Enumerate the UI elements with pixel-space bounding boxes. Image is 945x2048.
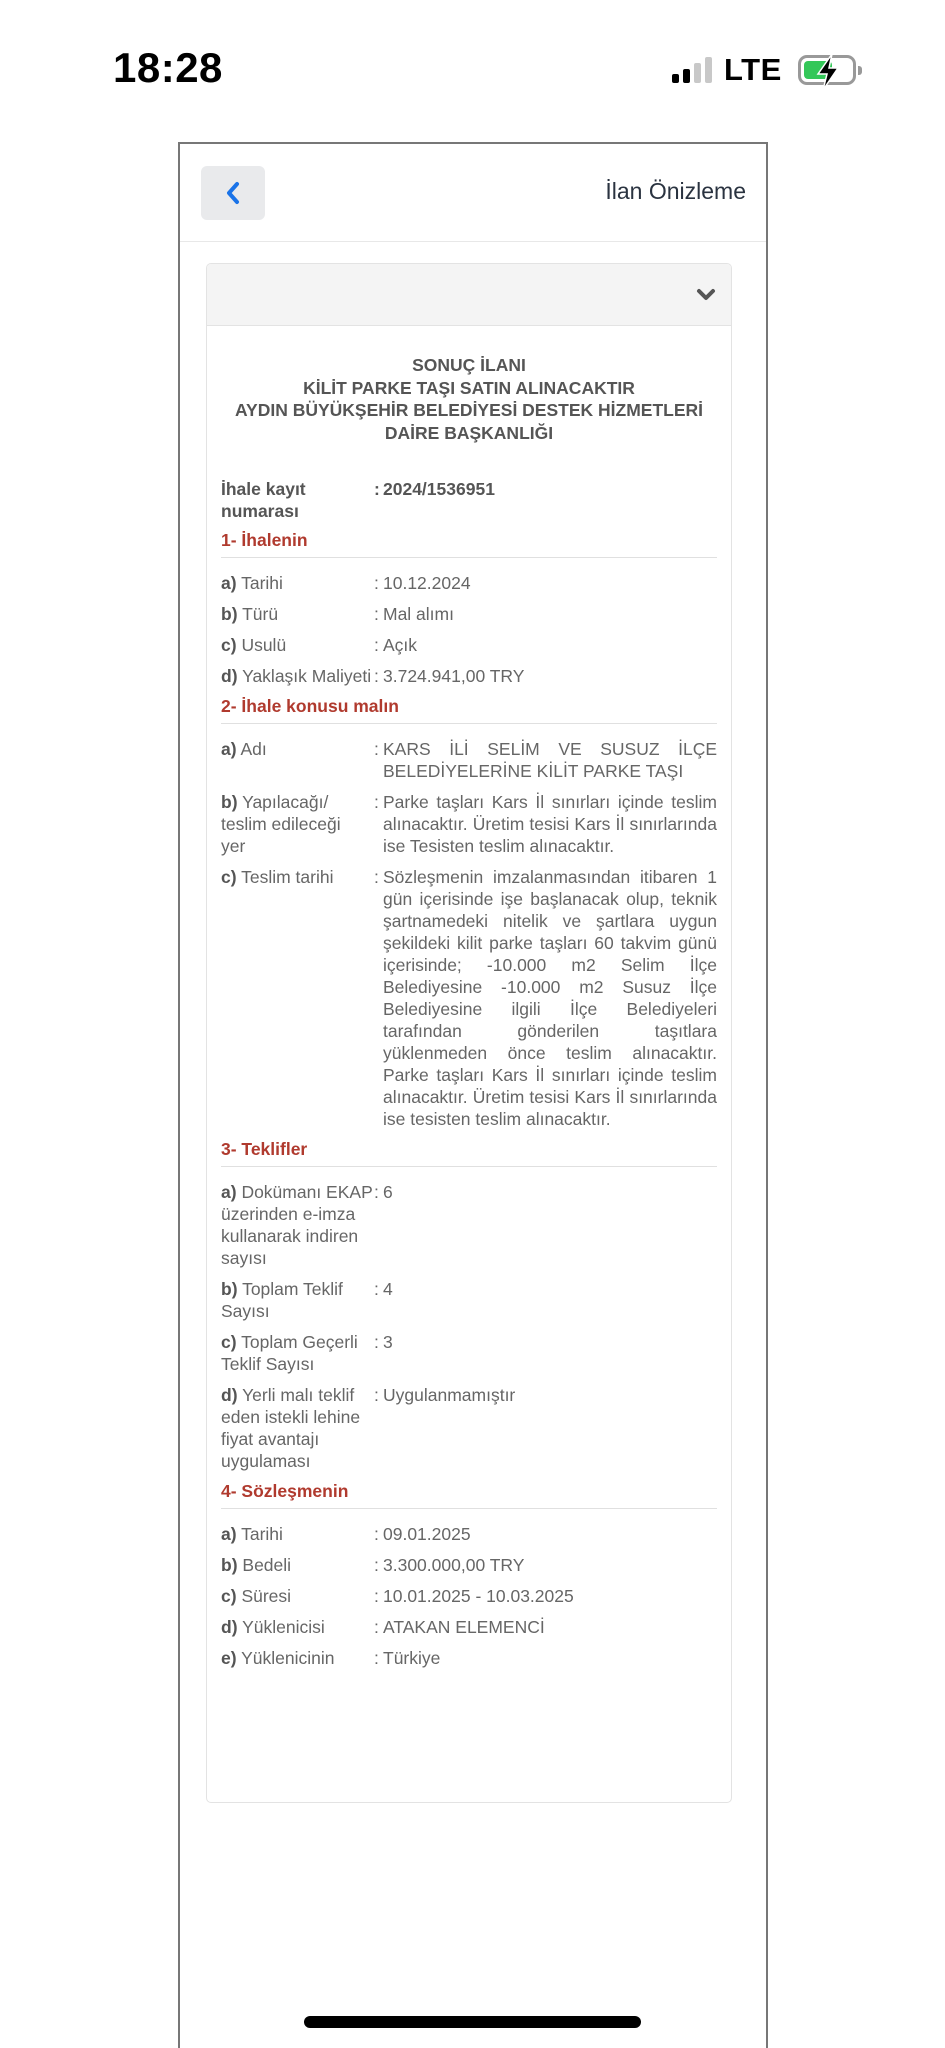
registry-value: 2024/1536951 (383, 479, 495, 499)
section-heading: 3- Teklifler (221, 1139, 717, 1167)
field-value: KARS İLİ SELİM VE SUSUZ İLÇE BELEDİYELERİNE KİLİT PARKE TAŞI (383, 739, 717, 781)
field-row: d) Yaklaşık Maliyeti : 3.724.941,00 TRY (221, 665, 717, 687)
field-row: c) Usulü : Açık (221, 634, 717, 656)
panel-header[interactable] (207, 264, 731, 326)
field-row: d) Yerli malı teklif eden istekli lehine fiyat avantajı uygulaması : Uygulanmamıştır (221, 1384, 717, 1472)
field-row: a) Tarihi : 10.12.2024 (221, 572, 717, 594)
field-value: ATAKAN ELEMENCİ (383, 1617, 545, 1637)
page-title: İlan Önizleme (605, 178, 746, 204)
signal-icon (672, 57, 712, 83)
field-row: a) Dokümanı EKAP üzerinden e-imza kullanarak indiren sayısı : 6 (221, 1181, 717, 1269)
field-row: b) Toplam Teklif Sayısı : 4 (221, 1278, 717, 1322)
chevron-left-icon (225, 181, 241, 205)
field-value: Mal alımı (383, 604, 454, 624)
app-frame (178, 142, 768, 2048)
back-button[interactable] (201, 166, 265, 220)
field-value: 4 (383, 1279, 393, 1299)
section-heading: 4- Sözleşmenin (221, 1481, 717, 1509)
field-value: 3 (383, 1332, 393, 1352)
field-value: Açık (383, 635, 418, 655)
top-bar (180, 144, 766, 242)
field-row: a) Tarihi : 09.01.2025 (221, 1523, 717, 1545)
field-row: b) Yapılacağı/ teslim edileceği yer : Parke taşları Kars İl sınırları içinde teslim alınacaktır. Üretim tesisi Kars İl sınırlarında ise Tesisten teslim alınacaktır. (221, 792, 717, 856)
field-value: Parke taşları Kars İl sınırları içinde teslim alınacaktır. Üretim tesisi Kars İl sınırlarında ise Tesisten teslim alınacaktır. (383, 792, 717, 856)
field-value: Uygulanmamıştır (383, 1385, 516, 1405)
field-row: e) Yüklenicinin : Türkiye (221, 1647, 717, 1669)
field-value: 10.12.2024 (383, 573, 471, 593)
field-row: c) Teslim tarihi : Sözleşmenin imzalanmasından itibaren 1 gün içerisinde işe başlanacak olup, teknik şartnamedeki nitelik ve şartlara uygun şekildeki kilit parke taşları 60 takvim günü içerisinde; -10.000 m2 Selim İlçe Belediyesine -10.000 m2 Susuz İlçe Belediyesine ilgili İlçe Belediyeleri tarafından gönderilen taşıtlara yüklenmeden önce teslim alınacaktır. Parke taşları Kars İl sınırları içinde teslim alınacaktır. Üretim tesisi Kars İl sınırlarında ise tesisten teslim alınacaktır. (221, 867, 717, 1129)
network-type: LTE (724, 52, 782, 87)
status-time: 18:28 (113, 44, 223, 91)
field-value: 10.01.2025 - 10.03.2025 (383, 1586, 574, 1606)
field-row: c) Süresi : 10.01.2025 - 10.03.2025 (221, 1585, 717, 1607)
section-heading: 2- İhale konusu malın (221, 696, 717, 724)
field-row: b) Bedeli : 3.300.000,00 TRY (221, 1554, 717, 1576)
field-value: 09.01.2025 (383, 1524, 471, 1544)
chevron-down-icon (695, 285, 717, 305)
status-indicators (672, 52, 856, 88)
title-line: DAİRE BAŞKANLIĞI (384, 422, 554, 443)
field-value: 6 (383, 1182, 393, 1202)
home-indicator[interactable] (304, 2016, 641, 2028)
field-row: a) Adı : KARS İLİ SELİM VE SUSUZ İLÇE BELEDİYELERİNE KİLİT PARKE TAŞI (221, 739, 717, 781)
announcement-panel (206, 263, 732, 1803)
title-line: KİLİT PARKE TAŞI SATIN ALINACAKTIR (303, 377, 635, 398)
panel-body (207, 326, 731, 1669)
status-bar (0, 0, 945, 140)
charging-bolt-icon (813, 52, 843, 92)
announcement-title (221, 354, 717, 444)
title-line: SONUÇ İLANI (412, 355, 526, 375)
field-value: 3.300.000,00 TRY (383, 1555, 525, 1575)
field-value: Sözleşmenin imzalanmasından itibaren 1 gün içerisinde işe başlanacak olup, teknik şartnamedeki nitelik ve şartlara uygun şekildeki kilit parke taşları 60 takvim günü içerisinde; -10.000 m2 Selim İlçe Belediyesine -10.000 m2 Susuz İlçe Belediyesine ilgili İlçe Belediyeleri tarafından gönderilen taşıtlara yüklenmeden önce teslim alınacaktır. Parke taşları Kars İl sınırları içinde teslim alınacaktır. Üretim tesisi Kars İl sınırlarında ise tesisten teslim alınacaktır. (383, 867, 717, 1129)
registry-label: İhale kayıt numarası (221, 479, 306, 521)
battery-icon (798, 55, 856, 85)
field-row: b) Türü : Mal alımı (221, 603, 717, 625)
field-row: d) Yüklenicisi : ATAKAN ELEMENCİ (221, 1616, 717, 1638)
field-value: 3.724.941,00 TRY (383, 666, 525, 686)
field-value: Türkiye (383, 1648, 441, 1668)
collapse-toggle[interactable] (695, 285, 717, 305)
section-heading: 1- İhalenin (221, 530, 717, 558)
registry-row: İhale kayıt numarası : 2024/1536951 (221, 478, 717, 522)
field-row: c) Toplam Geçerli Teklif Sayısı : 3 (221, 1331, 717, 1375)
title-line: AYDIN BÜYÜKŞEHİR BELEDİYESİ DESTEK HİZMETLERİ (234, 400, 704, 420)
